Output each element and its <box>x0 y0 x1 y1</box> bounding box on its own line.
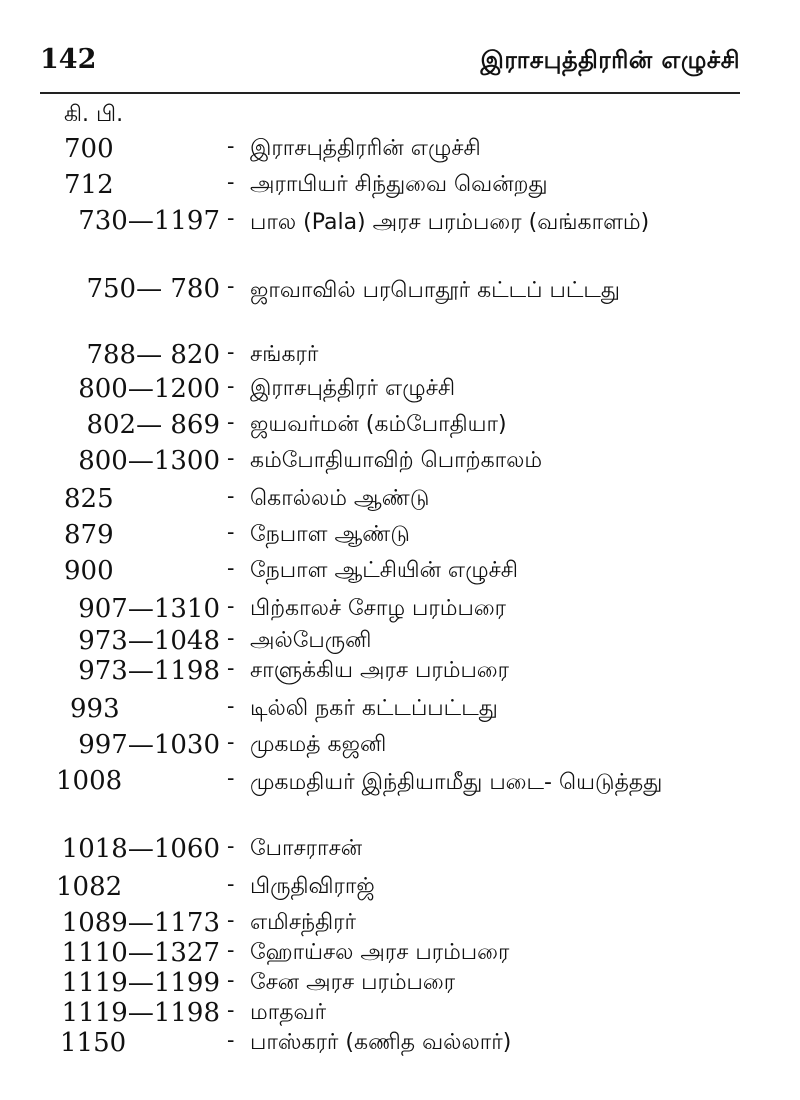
entry-dash: - <box>227 340 235 365</box>
header-rule <box>40 92 740 94</box>
list-item <box>0 766 800 800</box>
list-item <box>0 410 800 444</box>
entry-event: பிருதிவிராஜ் <box>250 874 375 899</box>
entry-dash: - <box>227 274 235 299</box>
entry-event: பால (Pala) அரச பரம்பரை (வங்காளம்) <box>250 210 650 235</box>
entry-event: கொல்லம் ஆண்டு <box>250 486 430 511</box>
era-label: கி. பி. <box>64 102 124 127</box>
entry-event: ஜாவாவில் பரபொதூர் கட்டப் பட்டது <box>250 278 620 303</box>
list-item <box>0 520 800 554</box>
entry-dash: - <box>227 730 235 755</box>
entry-dash: - <box>227 374 235 399</box>
entry-year: 1150 <box>60 1028 127 1058</box>
entry-dash: - <box>227 1028 235 1053</box>
entry-event: பிற்காலச் சோழ பரம்பரை <box>250 596 507 621</box>
entry-year: 712 <box>64 170 114 200</box>
entry-year: 879 <box>64 520 114 550</box>
list-item <box>0 206 800 240</box>
entry-event: சாளுக்கிய அரச பரம்பரை <box>250 658 509 683</box>
list-item <box>0 170 800 204</box>
entry-event: பாஸ்கரர் (கணித வல்லார்) <box>250 1030 512 1055</box>
entry-event: அராபியர் சிந்துவை வென்றது <box>250 172 548 197</box>
entry-year: 997—1030 <box>78 730 220 760</box>
entry-dash: - <box>227 656 235 681</box>
entry-year: 1082 <box>56 872 123 902</box>
list-item <box>0 484 800 518</box>
list-item <box>0 872 800 906</box>
entry-year: 802— 869 <box>86 410 220 440</box>
entry-event: மாதவர் <box>250 1000 327 1025</box>
entry-dash: - <box>227 938 235 963</box>
list-item <box>0 134 800 168</box>
entry-event: முகமதியர் இந்தியாமீது படை- யெடுத்தது <box>250 770 663 795</box>
entry-event: இராசபுத்திரர் எழுச்சி <box>250 376 456 401</box>
list-item <box>0 340 800 374</box>
list-item <box>0 556 800 590</box>
list-item <box>0 938 800 972</box>
entry-dash: - <box>227 484 235 509</box>
entry-dash: - <box>227 410 235 435</box>
entry-event: சங்கரர் <box>250 342 319 367</box>
entry-year: 1119—1199 <box>61 968 220 998</box>
entry-year: 1089—1173 <box>61 908 220 938</box>
entry-dash: - <box>227 134 235 159</box>
entry-year: 1018—1060 <box>61 834 220 864</box>
entry-event: நேபாள ஆண்டு <box>250 522 410 547</box>
entry-dash: - <box>227 834 235 859</box>
entry-dash: - <box>227 556 235 581</box>
entry-dash: - <box>227 766 235 791</box>
list-item <box>0 730 800 764</box>
entry-year: 788— 820 <box>86 340 220 370</box>
entry-dash: - <box>227 520 235 545</box>
entry-dash: - <box>227 594 235 619</box>
list-item <box>0 656 800 690</box>
entry-event: எமிசந்திரர் <box>250 910 357 935</box>
list-item <box>0 274 800 308</box>
entry-event: சேன அரச பரம்பரை <box>250 970 456 995</box>
list-item <box>0 908 800 942</box>
entry-year: 1110—1327 <box>61 938 220 968</box>
entry-dash: - <box>227 446 235 471</box>
list-item <box>0 374 800 408</box>
entry-dash: - <box>227 170 235 195</box>
list-item <box>0 1028 800 1062</box>
entry-year: 973—1048 <box>78 626 220 656</box>
entry-event: இராசபுத்திரரின் எழுச்சி <box>250 136 481 161</box>
entry-year: 993 <box>70 694 120 724</box>
entry-event: ஹோய்சல அரச பரம்பரை <box>250 940 510 965</box>
entry-year: 800—1200 <box>78 374 220 404</box>
entry-event: போசராசன் <box>250 836 363 861</box>
list-item <box>0 968 800 1002</box>
entry-event: நேபாள ஆட்சியின் எழுச்சி <box>250 558 518 583</box>
entry-dash: - <box>227 998 235 1023</box>
list-item <box>0 626 800 660</box>
entry-year: 825 <box>64 484 114 514</box>
entry-event: ஜயவர்மன் (கம்போதியா) <box>250 412 507 437</box>
list-item <box>0 998 800 1032</box>
entry-event: டில்லி நகர் கட்டப்பட்டது <box>250 696 498 721</box>
entry-year: 750— 780 <box>86 274 220 304</box>
entry-year: 973—1198 <box>78 656 220 686</box>
entry-year: 900 <box>64 556 114 586</box>
entry-dash: - <box>227 626 235 651</box>
list-item <box>0 694 800 728</box>
entry-year: 730—1197 <box>78 206 220 236</box>
list-item <box>0 446 800 480</box>
entry-year: 907—1310 <box>78 594 220 624</box>
list-item <box>0 594 800 628</box>
entry-year: 1008 <box>56 766 123 796</box>
entry-year: 700 <box>64 134 114 164</box>
entry-dash: - <box>227 908 235 933</box>
running-title: இராசபுத்திரரின் எழுச்சி <box>480 46 740 74</box>
list-item <box>0 834 800 868</box>
entry-dash: - <box>227 968 235 993</box>
entry-year: 800—1300 <box>78 446 220 476</box>
entry-event: முகமத் கஜனி <box>250 732 387 757</box>
entry-dash: - <box>227 872 235 897</box>
page-number: 142 <box>40 44 97 75</box>
page-header <box>40 44 740 84</box>
entry-event: கம்போதியாவிற் பொற்காலம் <box>250 448 543 473</box>
entry-dash: - <box>227 206 235 231</box>
entry-event: அல்பேருனி <box>250 628 372 653</box>
entry-year: 1119—1198 <box>61 998 220 1028</box>
entry-dash: - <box>227 694 235 719</box>
